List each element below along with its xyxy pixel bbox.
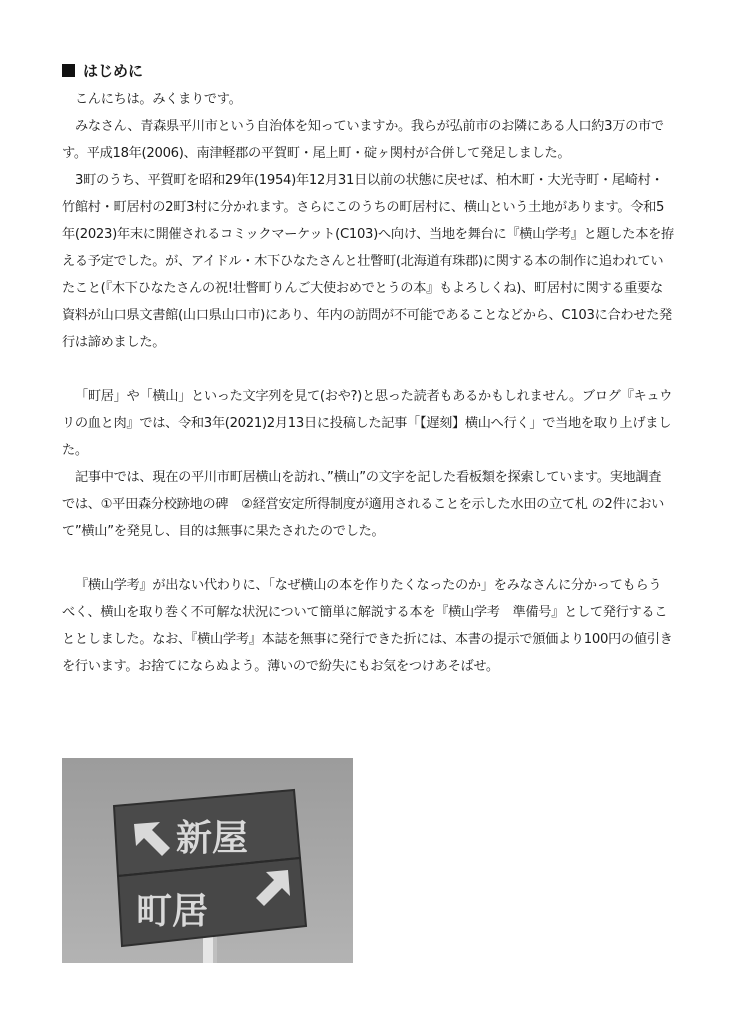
black-square-icon bbox=[62, 64, 75, 77]
paragraph-greeting: こんにちは。みくまりです。 bbox=[75, 92, 242, 107]
road-sign-illustration bbox=[62, 758, 353, 963]
section-heading bbox=[62, 58, 143, 82]
sign-bottom-text: 町居 bbox=[135, 891, 209, 932]
paragraph-blog: 「町居」や「横山」といった文字列を見て(おや?)と思った読者もあるかもしれません。ブログ『キュウリの血と肉』では、令和3年(2021)2月13日に投稿した記事「【遅刻】横山へ行く」で当地を取り上げました。 bbox=[62, 389, 673, 458]
road-sign-photo bbox=[62, 758, 353, 963]
paragraph-announcement: 『横山学考』が出ない代わりに、「なぜ横山の本を作りたくなったのか」をみなさんに分かってもらうべく、横山を取り巻く不可解な状況について簡単に解説する本を『横山学考 準備号』として発行することとしました。なお、『横山学考』本誌を無事に発行できた折には、本書の提示で頒価より100円の値引きを行います。お捨てにならぬよう。薄いので紛失にもお気をつけあそばせ。 bbox=[62, 578, 673, 674]
sign-top-text: 新屋 bbox=[175, 818, 249, 859]
paragraph-intro: みなさん、青森県平川市という自治体を知っていますか。我らが弘前市のお隣にある人口約3万の市です。平成18年(2006)、南津軽郡の平賀町・尾上町・碇ヶ関村が合併して発足しました。 bbox=[62, 119, 664, 161]
paragraph-spacer bbox=[62, 356, 674, 383]
section-title: はじめに bbox=[83, 61, 144, 80]
paragraph-field-survey: 記事中では、現在の平川市町居横山を訪れ、”横山”の文字を記した看板類を探索しています。実地調査では、①平田森分校跡地の碑 ②経営安定所得制度が適用されることを示した水田の立て札 の2件において”横山”を発見し、目的は無事に果たされたのでした。 bbox=[62, 470, 665, 539]
paragraph-history: 3町のうち、平賀町を昭和29年(1954)年12月31日以前の状態に戻せば、柏木町・大光寺町・尾崎村・竹館村・町居村の2町3村に分かれます。さらにこのうちの町居村に、横山という土地があります。令和5年(2023)年末に開催されるコミックマーケット(C103)へ向け、当地を舞台に『横山学考』と題した本を拵える予定でした。が、アイドル・木下ひなたさんと壮瞥町(北海道有珠郡)に関する本の制作に追われていたこと(『木下ひなたさんの祝!壮瞥町りんご大使おめでとうの本』もよろしくね)、町居村に関する重要な資料が山口県文書館(山口県山口市)にあり、年内の訪問が不可能であることなどから、C103に合わせた発行は諦めました。 bbox=[62, 173, 674, 350]
body-text bbox=[62, 86, 674, 680]
paragraph-spacer bbox=[62, 545, 674, 572]
